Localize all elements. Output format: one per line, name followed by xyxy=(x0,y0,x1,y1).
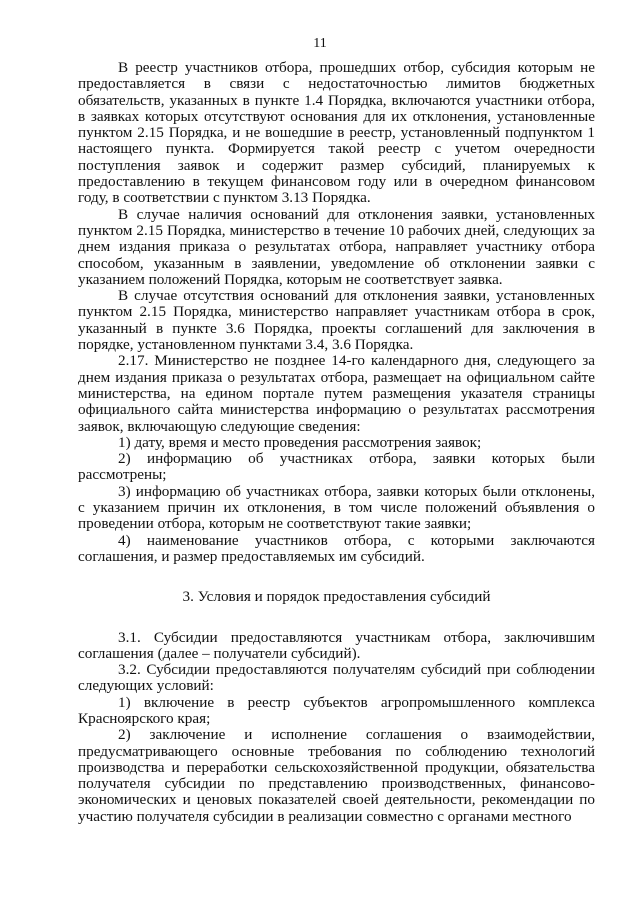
paragraph-no-rejection-grounds: В случае отсутствия оснований для отклонения заявки, установленных пунктом 2.15 Порядка, министерство направляет участникам отбора в срок, указанный в пункте 3.6 Порядка, проекты соглашений для заключения в порядке, установленном пунктами 3.4, 3.6 Порядка. xyxy=(78,287,595,354)
list-item-4: 4) наименование участников отбора, с которыми заключаются соглашения, и размер предоставляемых им субсидий. xyxy=(78,531,595,565)
paragraph-2-17: 2.17. Министерство не позднее 14-го календарного дня, следующего за днем издания приказа о результатах отбора, размещает на официальном сайте министерства, на едином портале путем размещения указателя страницы официального сайта министерства информацию о результатах рассмотрения заявок, включающую следующие сведения: xyxy=(78,352,595,435)
list-item-3: 3) информацию об участниках отбора, заявки которых были отклонены, с указанием причин их отклонения, в том числе положений объявления о проведении отбора, которым не соответствуют такие заявки; xyxy=(78,482,595,533)
paragraph-3-1: 3.1. Субсидии предоставляются участникам отбора, заключившим соглашения (далее – получатели субсидий). xyxy=(78,628,595,662)
page-number: 11 xyxy=(313,36,327,51)
list-item-1: 1) дату, время и место проведения рассмотрения заявок; xyxy=(118,433,482,451)
paragraph-registry-participants: В реестр участников отбора, прошедших отбор, субсидия которым не предоставляется в связи с недостаточностью лимитов бюджетных обязательств, указанных в пункте 1.4 Порядка, включаются участники отбора, в заявках которых отсутствуют основания для их отклонения, установленные пунктом 2.15 Порядка, и не вошедшие в реестр, установленный подпунктом 1 настоящего пункта. Формируется такой реестр с учетом очередности поступления заявок и содержит размер субсидий, планируемых к предоставлению в текущем финансовом году или в очередном финансовом году, в соответствии с пунктом 3.13 Порядка. xyxy=(78,59,595,207)
condition-item-2: 2) заключение и исполнение соглашения о взаимодействии, предусматривающего основные требования по соблюдению технологий производства и переработки сельскохозяйственной продукции, обязательства получателя субсидии по представлению производственных, финансово-экономических и ценовых показателей своей деятельности, рекомендации по участию получателя субсидии в реализации совместно с органами местного xyxy=(78,726,595,825)
paragraph-rejection-grounds: В случае наличия оснований для отклонения заявки, установленных пунктом 2.15 Порядка, министерство в течение 10 рабочих дней, следующих за днем издания приказа о результатах отбора, направляет участнику отбора способом, указанным в заявлении, уведомление об отклонении заявки с указанием положений Порядка, которым не соответствует заявка. xyxy=(78,205,595,288)
list-item-2: 2) информацию об участниках отбора, заявки которых были рассмотрены; xyxy=(78,450,595,484)
paragraph-3-2: 3.2. Субсидии предоставляются получателям субсидий при соблюдении следующих условий: xyxy=(78,661,595,695)
section-heading: 3. Условия и порядок предоставления субсидий xyxy=(182,588,491,606)
document-body xyxy=(78,60,595,825)
condition-item-1: 1) включение в реестр субъектов агропромышленного комплекса Красноярского края; xyxy=(78,693,595,727)
